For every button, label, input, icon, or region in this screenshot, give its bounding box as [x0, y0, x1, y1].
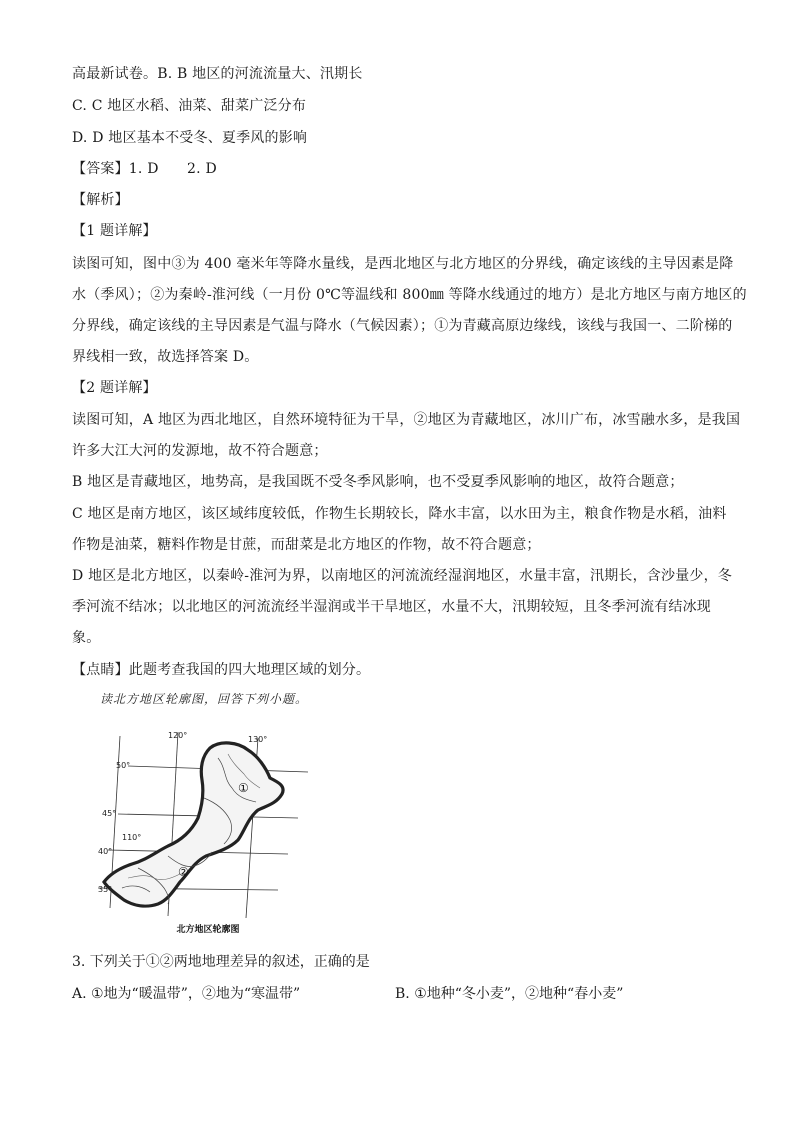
text-line: 水（季风）；②为秦岭-淮河线（一月份 0℃等温线和 800㎜ 等降水线通过的地方）是北方地区与南方地区的 — [72, 287, 747, 303]
text-line: 分界线，确定该线的主导因素是气温与降水（气候因素）；①为青藏高原边缘线，该线与我国一、二阶梯的 — [72, 318, 733, 334]
region-2-marker: ② — [178, 865, 189, 879]
text-line: 高最新试卷。B. B 地区的河流流量大、汛期长 — [72, 66, 363, 82]
tip-line: 【点睛】此题考查我国的四大地理区域的划分。 — [72, 662, 371, 678]
text-line: D 地区是北方地区，以秦岭-淮河为界，以南地区的河流流经湿润地区，水量丰富，汛期长，含沙量少，冬 — [72, 568, 733, 584]
lon-130-label: 130° — [248, 735, 268, 744]
text-line: C. C 地区水稻、油菜、甜菜广泛分布 — [72, 98, 307, 114]
text-line: 读图可知，图中③为 400 毫米年等降水量线，是西北地区与北方地区的分界线，确定该线的主导因素是降 — [72, 256, 734, 272]
lon-120-label: 120° — [168, 731, 188, 740]
lon-110-label: 110° — [122, 833, 142, 842]
text-line: 象。 — [72, 630, 101, 646]
lat-35-label: 35° — [98, 885, 113, 894]
map-intro: 读北方地区轮廓图，回答下列小题。 — [100, 692, 309, 706]
text-line: D. D 地区基本不受冬、夏季风的影响 — [72, 130, 308, 146]
question-stem: 3. 下列关于①②两地地理差异的叙述，正确的是 — [72, 954, 370, 970]
region-1-marker: ① — [238, 781, 249, 795]
text-line: 季河流不结冰；以北地区的河流流经半湿润或半干旱地区，水量不大，汛期较短，且冬季河流有结冰现 — [72, 599, 711, 615]
option-b: B. ①地种“冬小麦”，②地种“春小麦” — [395, 986, 624, 1002]
analysis-heading: 【解析】 — [72, 192, 129, 208]
lat-50-label: 50° — [116, 761, 131, 770]
lat-45-label: 45° — [102, 809, 117, 818]
map-caption: 北方地区轮廓图 — [176, 925, 240, 935]
text-line: 界线相一致，故选择答案 D。 — [72, 349, 259, 365]
text-line: 作物是油菜，糖料作物是甘蔗，而甜菜是北方地区的作物，故不符合题意； — [72, 537, 541, 553]
north-china-outline-map — [98, 728, 318, 940]
text-line: 许多大江大河的发源地，故不符合题意； — [72, 443, 328, 459]
north-region-boundary — [104, 743, 283, 906]
text-line: C 地区是南方地区，该区域纬度较低，作物生长期较长，降水丰富，以水田为主，粮食作物是水稻，油料 — [72, 506, 727, 522]
q2-detail-heading: 【2 题详解】 — [72, 380, 157, 396]
text-line: 读图可知，A 地区为西北地区，自然环境特征为干旱，②地区为青藏地区，冰川广布，冰雪融水多，是我国 — [72, 412, 741, 428]
option-a: A. ①地为“暖温带”，②地为“寒温带” — [72, 986, 301, 1002]
lat-40-label: 40° — [98, 847, 113, 856]
answer-line: 【答案】1. D 2. D — [72, 161, 217, 177]
q1-detail-heading: 【1 题详解】 — [72, 223, 157, 239]
text-line: B 地区是青藏地区，地势高，是我国既不受冬季风影响，也不受夏季风影响的地区，故符合题意； — [72, 474, 684, 490]
